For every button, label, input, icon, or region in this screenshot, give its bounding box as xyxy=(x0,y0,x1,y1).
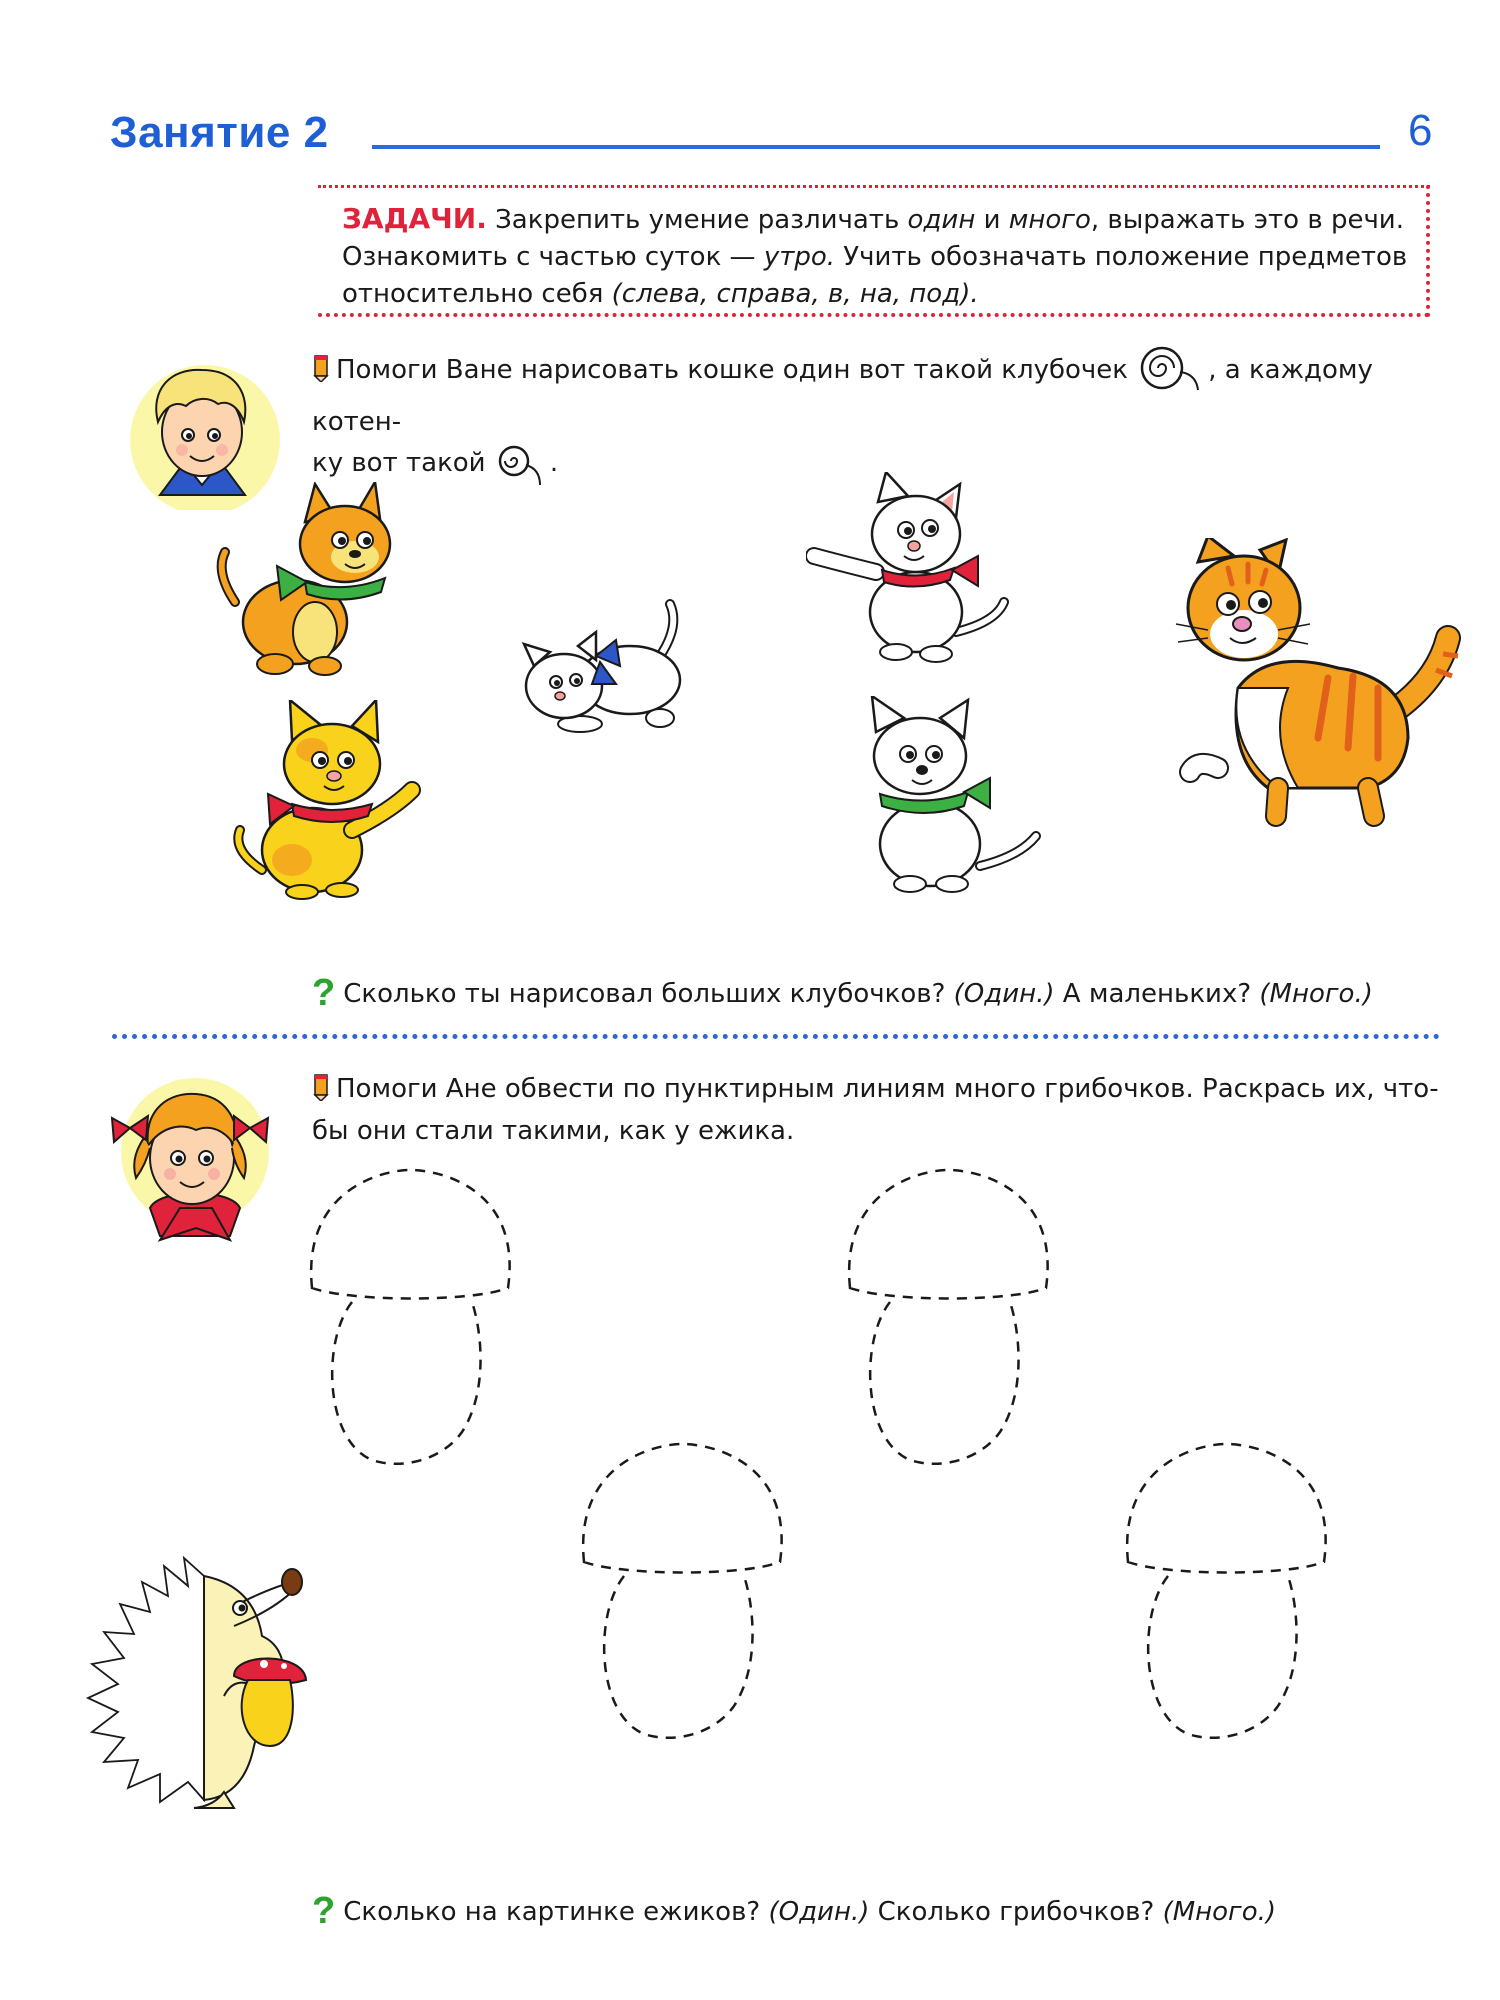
dashed-mushroom-outline xyxy=(311,1170,509,1464)
tasks-term-many: много xyxy=(1008,205,1091,235)
page-number: 6 xyxy=(1408,106,1433,155)
tasks-term-positions: (слева, справа, в, на, под). xyxy=(611,279,979,309)
tasks-term-morning: утро. xyxy=(763,242,836,272)
question-text: А маленьких? xyxy=(1054,979,1260,1009)
pencil-icon xyxy=(312,1073,330,1112)
question-text: Сколько на картинке ежиков? xyxy=(343,1897,769,1927)
big-yarn-ball-icon xyxy=(1136,344,1208,403)
exercise2-instruction-text: бы они стали такими, как у ежика. xyxy=(312,1116,795,1146)
tasks-text-fragment: , выражать это в речи. xyxy=(1090,205,1404,235)
lesson-title: Занятие 2 xyxy=(110,108,329,157)
question-mark-icon: ? xyxy=(312,1890,336,1932)
exercise1-instruction-text: , а каждому котен- xyxy=(312,355,1373,437)
dashed-mushroom-outline xyxy=(1127,1444,1325,1738)
answer-text: (Много.) xyxy=(1259,979,1373,1009)
pencil-icon xyxy=(312,354,330,393)
tasks-text-fragment: относительно себя xyxy=(342,279,612,309)
exercise1-question xyxy=(312,972,1442,1015)
girl-avatar xyxy=(100,1068,270,1248)
tracing-area xyxy=(300,1160,1400,1780)
orange-tabby-cat xyxy=(1168,538,1473,838)
white-kitten-sitting xyxy=(840,696,1050,896)
tasks-text-fragment: и xyxy=(975,205,1009,235)
question-text: Сколько ты нарисовал больших клубочков? xyxy=(343,979,954,1009)
white-kitten-crouching xyxy=(520,596,700,746)
dashed-mushroom-outline xyxy=(849,1170,1047,1464)
hedgehog-with-mushroom xyxy=(84,1556,324,1816)
answer-text: (Один.) xyxy=(953,979,1055,1009)
question-mark-icon: ? xyxy=(312,972,336,1014)
orange-kitten xyxy=(215,482,425,682)
dashed-mushroom-outline xyxy=(583,1444,781,1738)
section-divider xyxy=(112,1034,1440,1039)
answer-text: (Много.) xyxy=(1162,1897,1277,1927)
tasks-text-fragment: Ознакомить с частью суток — xyxy=(342,242,764,272)
title-rule xyxy=(372,145,1380,149)
question-text: Сколько грибочков? xyxy=(869,1897,1163,1927)
white-kitten-waving xyxy=(806,472,1016,672)
exercise2-question xyxy=(312,1890,1442,1933)
tasks-text-fragment: Учить обозначать положение предметов xyxy=(835,242,1408,272)
small-yarn-ball-icon xyxy=(494,441,550,498)
tasks-text-fragment: Закрепить умение различать xyxy=(486,205,908,235)
exercise2-instruction-text: Помоги Ане обвести по пунктирным линиям много грибочков. Раскрась их, что- xyxy=(336,1074,1439,1104)
yellow-kitten xyxy=(232,700,442,900)
tasks-label: ЗАДАЧИ. xyxy=(342,202,487,235)
tasks-text xyxy=(342,200,1422,313)
tasks-term-one: один xyxy=(907,205,976,235)
answer-text: (Один.) xyxy=(768,1897,870,1927)
exercise1-instruction-text: Помоги Ване нарисовать кошке один вот такой клубочек xyxy=(336,355,1128,385)
exercise1-instruction-text: . xyxy=(549,448,559,478)
exercise2-instruction xyxy=(312,1070,1442,1150)
exercise1-instruction-text: ку вот такой xyxy=(312,448,486,478)
